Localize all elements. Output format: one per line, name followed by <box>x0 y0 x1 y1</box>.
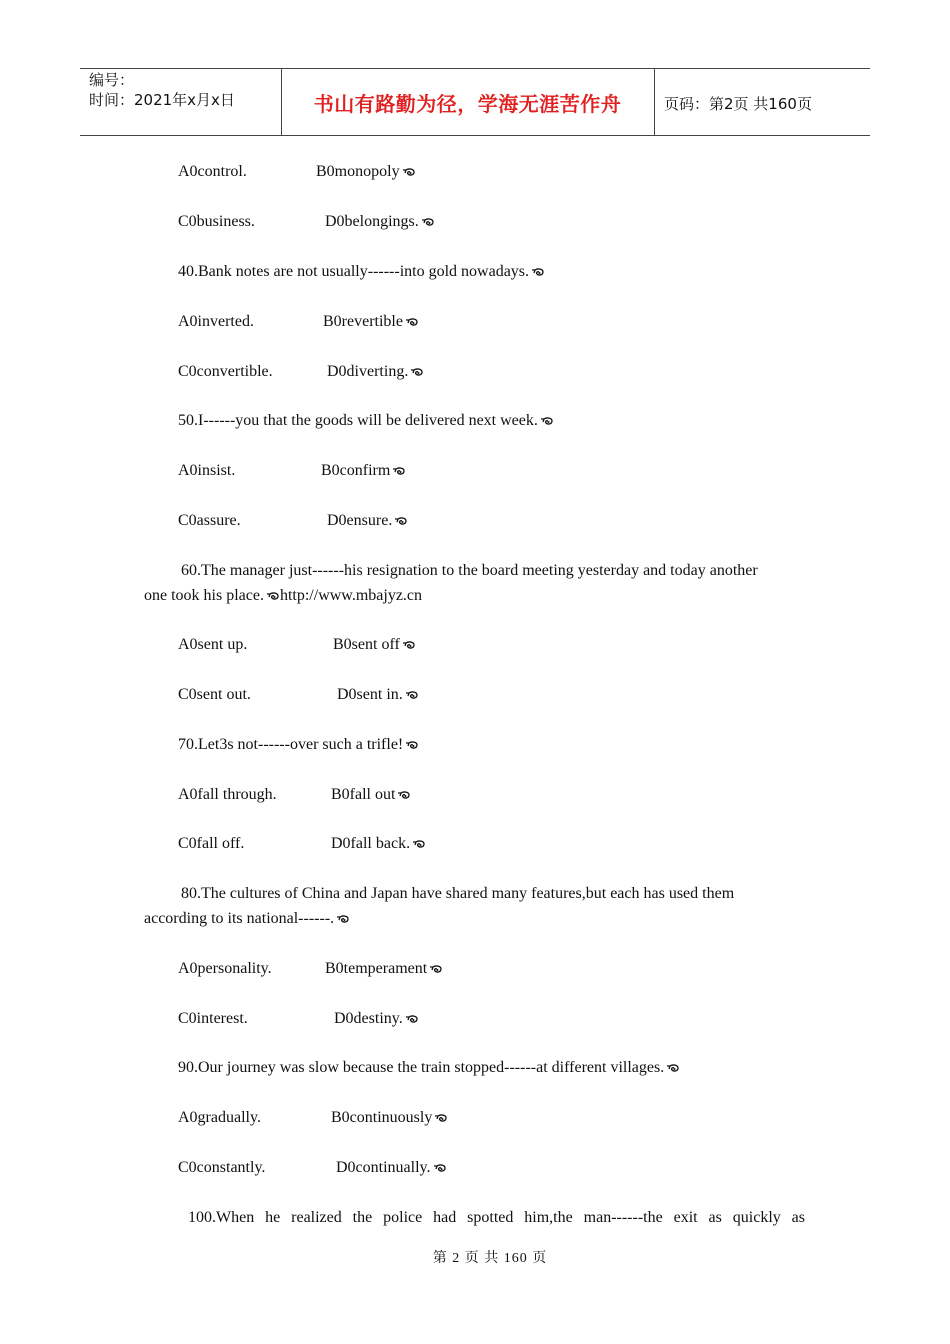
option-line <box>178 782 277 807</box>
option-b: B0revertible <box>323 313 403 330</box>
option-b: B0fall out <box>331 786 396 803</box>
paragraph-mark-icon <box>540 417 554 426</box>
question-40 <box>178 259 545 284</box>
option-b: B0monopoly <box>316 163 400 180</box>
option-line <box>178 209 255 234</box>
option-a: A0sent up. <box>178 636 248 653</box>
option-c: C0business. <box>178 213 255 230</box>
header-code-label: 编号： <box>89 71 135 89</box>
option-line <box>325 209 435 234</box>
paragraph-mark-icon <box>434 1114 448 1123</box>
question-text: 40.Bank notes are not usually------into gold nowadays. <box>178 263 530 280</box>
question-text: 100.When he realized the police had spotted him,the man------the exit as quickly as <box>188 1209 805 1226</box>
option-line <box>178 508 241 533</box>
option-line <box>178 1006 248 1031</box>
option-line <box>336 1155 447 1180</box>
question-text: 80.The cultures of China and Japan have shared many features,but each has used them <box>181 885 735 902</box>
option-c: C0fall off. <box>178 835 245 852</box>
option-line <box>331 831 426 856</box>
header-divider-right <box>654 68 655 136</box>
paragraph-mark-icon <box>410 368 424 377</box>
question-text: 90.Our journey was slow because the train stopped------at different villages. <box>178 1059 665 1076</box>
question-100 <box>144 1205 805 1230</box>
option-a: A0fall through. <box>178 786 277 803</box>
paragraph-mark-icon <box>412 840 426 849</box>
paragraph-mark-icon <box>405 1015 419 1024</box>
option-d: D0continually. <box>336 1159 431 1176</box>
option-line <box>178 1155 265 1180</box>
option-line <box>331 1105 448 1130</box>
option-line <box>334 1006 419 1031</box>
question-80 <box>144 881 805 931</box>
header-motto: 书山有路勤为径，学海无涯苦作舟 <box>313 92 622 116</box>
source-url: http://www.mbajyz.cn <box>279 587 423 604</box>
paragraph-mark-icon <box>433 1164 447 1173</box>
paragraph-mark-icon <box>402 168 416 177</box>
option-a: A0inverted. <box>178 313 254 330</box>
question-text-cont: one took his place. <box>144 587 264 604</box>
header-page-info: 页码：第2页 共160页 <box>664 95 812 113</box>
option-line <box>178 1105 261 1130</box>
paragraph-mark-icon <box>531 268 545 277</box>
option-a: A0personality. <box>178 960 272 977</box>
question-60 <box>144 558 805 608</box>
option-d: D0diverting. <box>327 363 409 380</box>
header-bottom-rule <box>80 135 870 136</box>
option-line <box>178 159 247 184</box>
option-c: C0constantly. <box>178 1159 266 1176</box>
option-b: B0confirm <box>321 462 391 479</box>
question-70 <box>178 732 419 757</box>
paragraph-mark-icon <box>429 965 443 974</box>
paragraph-mark-icon <box>397 791 411 800</box>
header-top-rule <box>80 68 870 69</box>
option-d: D0destiny. <box>334 1010 403 1027</box>
question-text: 70.Let3s not------over such a trifle! <box>178 736 404 753</box>
option-line <box>327 359 424 384</box>
option-a: A0gradually. <box>178 1109 261 1126</box>
paragraph-mark-icon <box>421 218 435 227</box>
option-c: C0assure. <box>178 512 241 529</box>
option-line <box>321 458 406 483</box>
header-time-label: 时间：2021年x月x日 <box>89 91 235 109</box>
option-line <box>325 956 443 981</box>
option-d: D0fall back. <box>331 835 411 852</box>
option-line <box>178 956 272 981</box>
option-c: C0convertible. <box>178 363 273 380</box>
option-line <box>323 309 419 334</box>
option-line <box>178 632 247 657</box>
option-c: C0interest. <box>178 1010 248 1027</box>
option-d: D0belongings. <box>325 213 419 230</box>
option-line <box>178 831 244 856</box>
option-a: A0control. <box>178 163 247 180</box>
paragraph-mark-icon <box>405 318 419 327</box>
paragraph-mark-icon <box>405 741 419 750</box>
question-text: 60.The manager just------his resignation to the board meeting yesterday and today another <box>181 562 758 579</box>
option-line <box>327 508 408 533</box>
footer-page-number: 第 2 页 共 160 页 <box>432 1251 548 1266</box>
header-meta <box>89 70 235 110</box>
page-footer <box>0 1247 950 1267</box>
paragraph-mark-icon <box>336 915 350 924</box>
paragraph-mark-icon <box>666 1064 680 1073</box>
option-line <box>178 458 235 483</box>
option-b: B0continuously <box>331 1109 433 1126</box>
option-line <box>178 309 254 334</box>
option-line <box>316 159 416 184</box>
option-c: C0sent out. <box>178 686 251 703</box>
option-line <box>178 359 273 384</box>
paragraph-mark-icon <box>392 467 406 476</box>
paragraph-mark-icon <box>266 592 280 601</box>
paragraph-mark-icon <box>402 641 416 650</box>
question-90 <box>178 1055 680 1080</box>
question-text: 50.I------you that the goods will be delivered next week. <box>178 412 538 429</box>
option-b: B0sent off <box>333 636 400 653</box>
option-line <box>178 682 251 707</box>
option-line <box>331 782 411 807</box>
question-text-cont: according to its national------. <box>144 910 335 927</box>
question-50 <box>178 408 554 433</box>
option-line <box>333 632 416 657</box>
option-b: B0temperament <box>325 960 428 977</box>
paragraph-mark-icon <box>394 517 408 526</box>
option-a: A0insist. <box>178 462 236 479</box>
paragraph-mark-icon <box>405 691 419 700</box>
option-line <box>337 682 419 707</box>
option-d: D0sent in. <box>337 686 403 703</box>
option-d: D0ensure. <box>327 512 393 529</box>
